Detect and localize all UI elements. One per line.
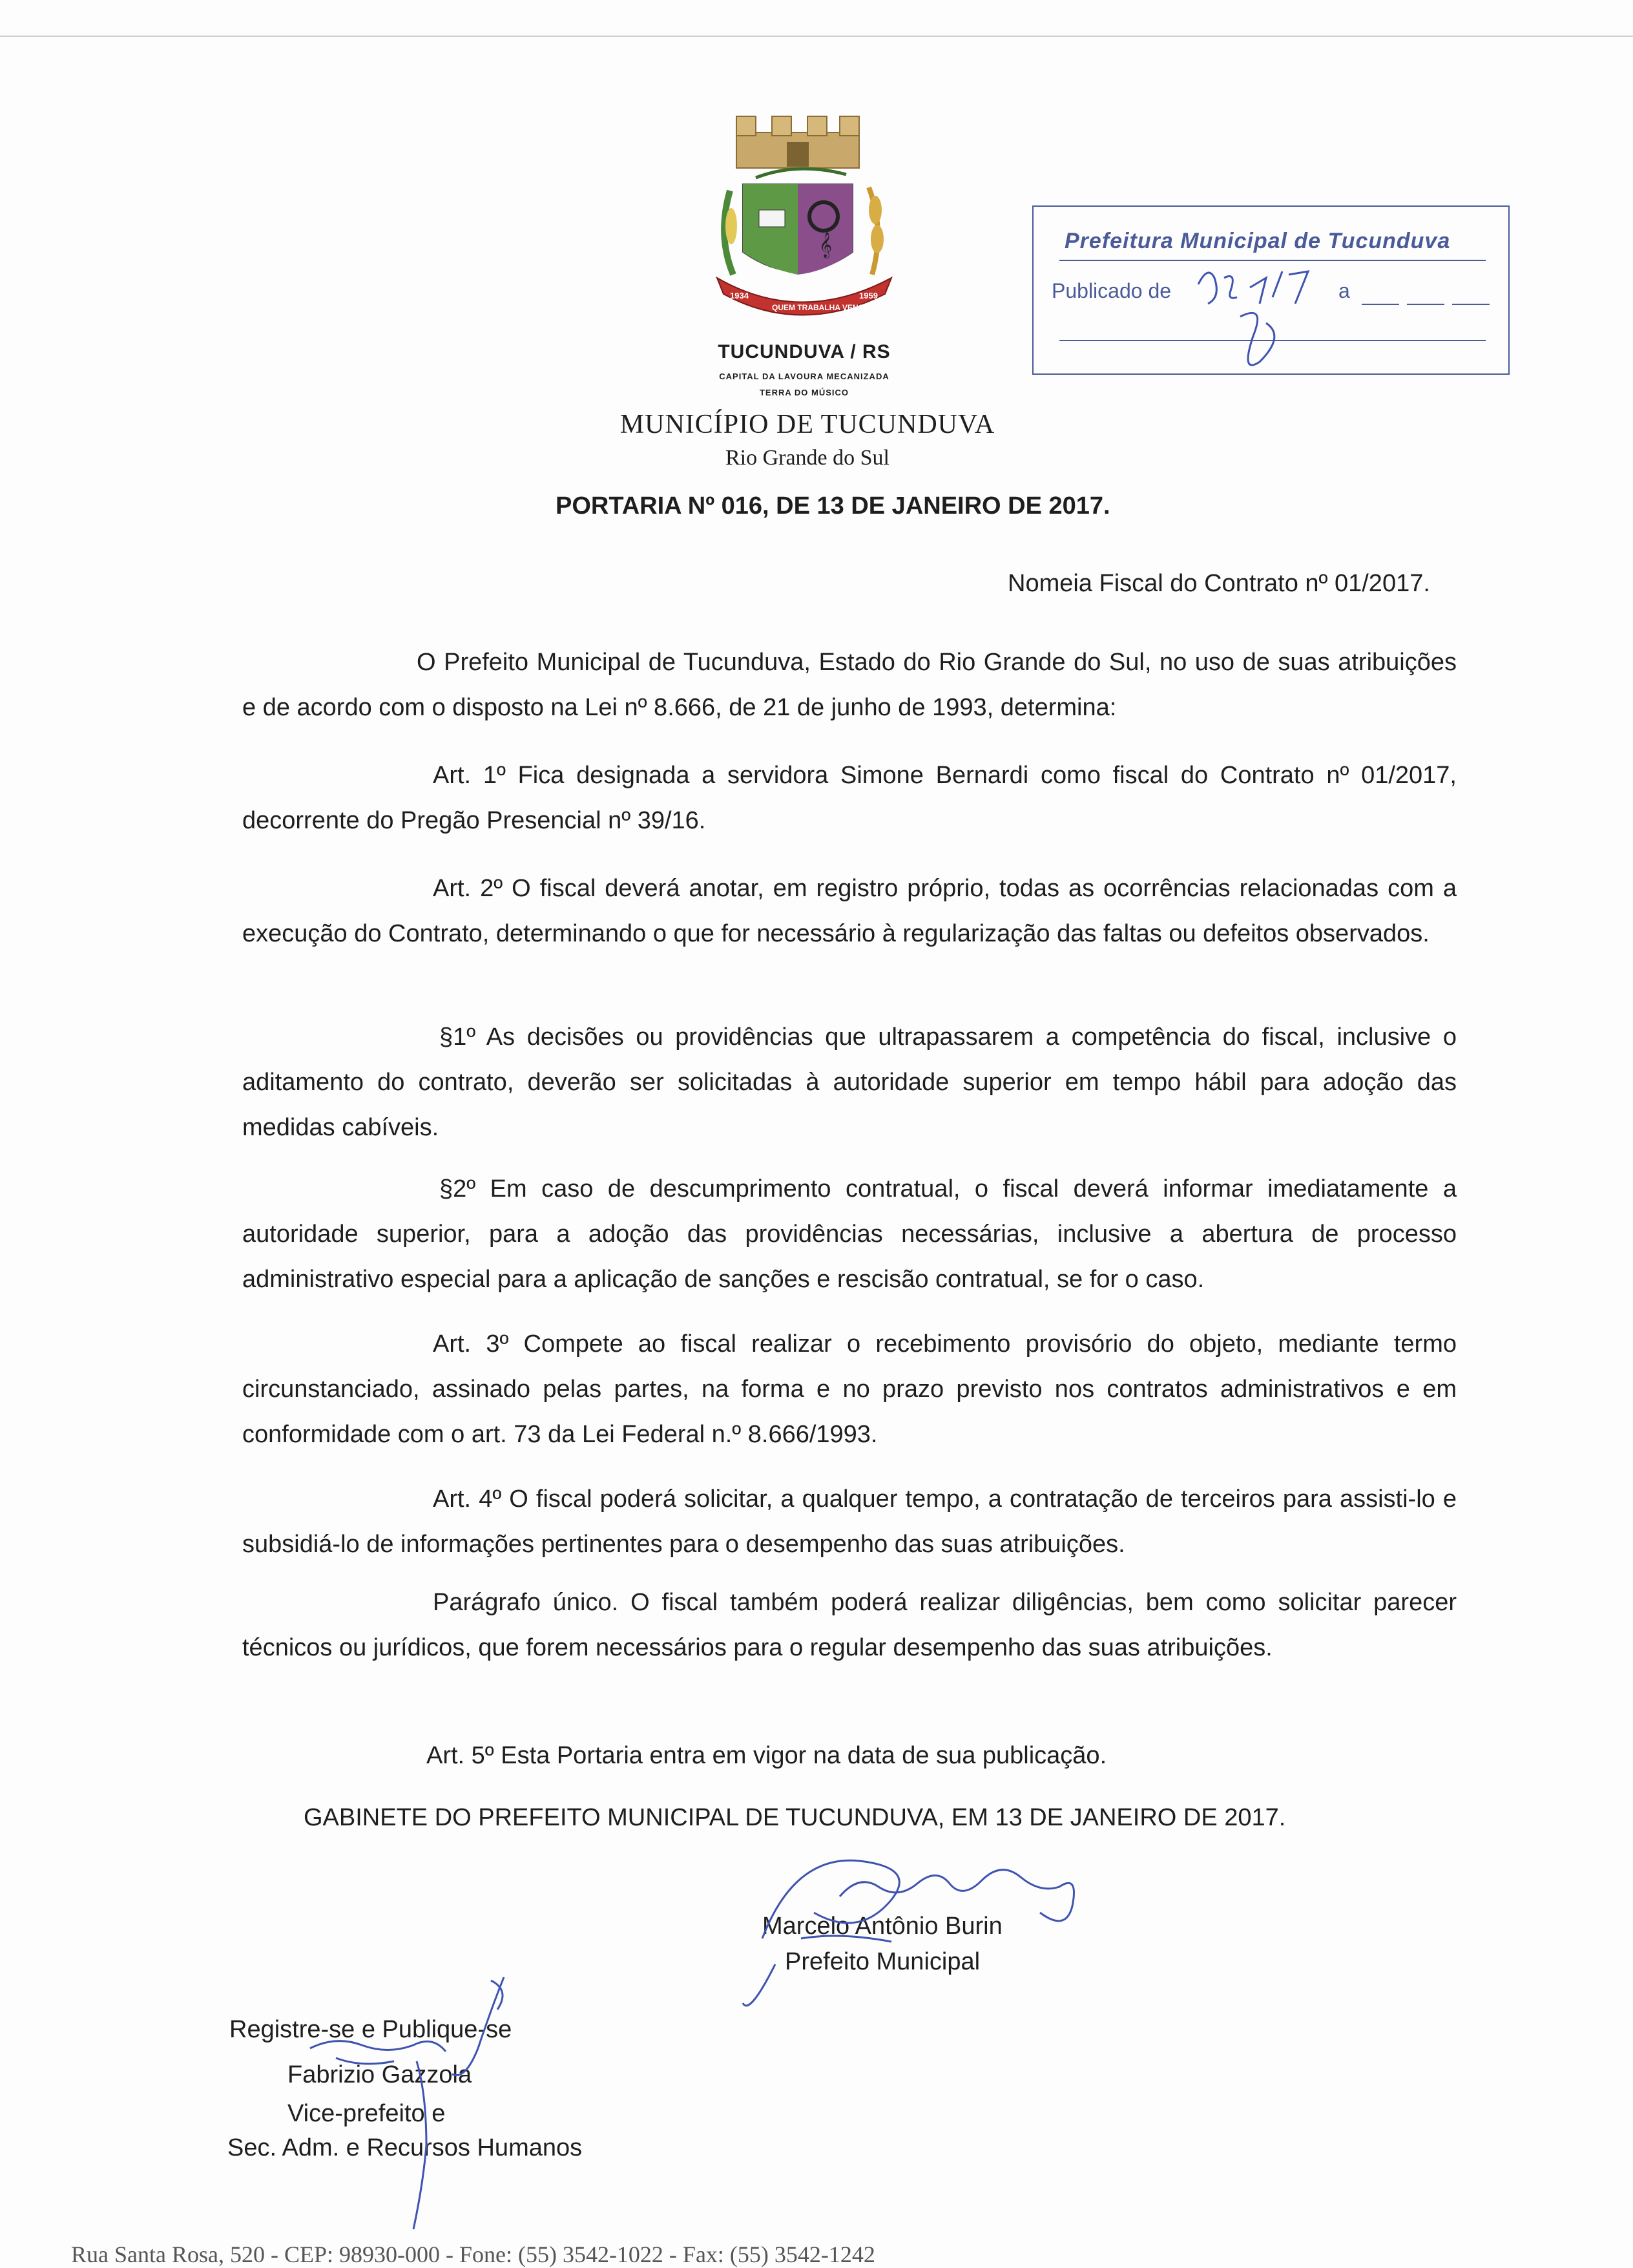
- document-title: PORTARIA Nº 016, DE 13 DE JANEIRO DE 2017.: [556, 492, 1110, 520]
- closing-line: GABINETE DO PREFEITO MUNICIPAL DE TUCUNDUVA, EM 13 DE JANEIRO DE 2017.: [304, 1804, 1286, 1831]
- crest-city: TUCUNDUVA / RS: [718, 341, 891, 362]
- svg-text:𝄞: 𝄞: [819, 232, 833, 258]
- document-summary: Nomeia Fiscal do Contrato nº 01/2017.: [1008, 570, 1430, 597]
- mayor-signature: [743, 1860, 1074, 2006]
- stamp-title: Prefeitura Municipal de Tucunduva: [1065, 229, 1451, 253]
- article-5-text: Art. 5º Esta Portaria entra em vigor na data de sua publicação.: [426, 1742, 1107, 1769]
- ribbon-year-right: 1959: [859, 291, 878, 300]
- ribbon-motto: QUEM TRABALHA VENCE: [772, 303, 869, 312]
- article-1-text: Art. 1º Fica designada a servidora Simone Bernardi como fiscal do Contrato nº 01/2017, decorrente do Pregão Presencial nº 39/16.: [242, 762, 1457, 834]
- state-subtitle: Rio Grande do Sul: [725, 446, 890, 470]
- footer-address: Rua Santa Rosa, 520 - CEP: 98930-000 - Fone: (55) 3542-1022 - Fax: (55) 3542-1242: [71, 2242, 875, 2267]
- stamp-to-label: a: [1338, 279, 1350, 302]
- article-2-text: Art. 2º O fiscal deverá anotar, em registro próprio, todas as ocorrências relacionadas com a execução do Contrato, determinando o que for necessário à regularização das faltas ou defeitos observados.: [242, 875, 1457, 947]
- stamp-published-label: Publicado de: [1052, 279, 1172, 302]
- register-name: Fabrizio Gazzola: [287, 2061, 472, 2088]
- vice-signature: [310, 1977, 504, 2229]
- preamble-text: O Prefeito Municipal de Tucunduva, Estado do Rio Grande do Sul, no uso de suas atribuições e de acordo com o disposto na Lei nº 8.666, de 21 de junho de 1993, determina:: [242, 649, 1457, 721]
- crest-tagline-2: TERRA DO MÚSICO: [759, 388, 849, 397]
- crest-tagline-1: CAPITAL DA LAVOURA MECANIZADA: [719, 372, 889, 381]
- municipality-title: MUNICÍPIO DE TUCUNDUVA: [619, 410, 995, 439]
- register-line: Registre-se e Publique-se: [229, 2016, 512, 2043]
- paragraph-2-text: §2º Em caso de descumprimento contratual, o fiscal deverá informar imediatamente a autoridade superior, para a adoção das providências necessárias, inclusive a abertura de processo administrativo especial para a aplicação de sanções e rescisão contratual, se for o caso.: [242, 1175, 1457, 1293]
- register-role-2: Sec. Adm. e Recursos Humanos: [227, 2134, 583, 2161]
- paragraph-unico-text: Parágrafo único. O fiscal também poderá realizar diligências, bem como solicitar parecer técnicos ou jurídicos, que forem necessários para o regular desempenho das suas atribuições.: [242, 1589, 1457, 1661]
- paragraph-1-text: §1º As decisões ou providências que ultrapassarem a competência do fiscal, inclusive o aditamento do contrato, deverão ser solicitadas à autoridade superior em tempo hábil para adoção das medidas cabíveis.: [242, 1024, 1457, 1141]
- signer-role: Prefeito Municipal: [785, 1948, 981, 1975]
- article-3-text: Art. 3º Compete ao fiscal realizar o recebimento provisório do objeto, mediante termo circunstanciado, assinado pelas partes, na forma e no prazo previsto nos contratos administrativos e em conformidade com o art. 73 da Lei Federal n.º 8.666/1993.: [242, 1330, 1457, 1448]
- article-4-text: Art. 4º O fiscal poderá solicitar, a qualquer tempo, a contratação de terceiros para assisti-lo e subsidiá-lo de informações pertinentes para o desempenho das suas atribuições.: [242, 1486, 1457, 1558]
- signer-name: Marcelo Antônio Burin: [762, 1913, 1003, 1940]
- ribbon-year-left: 1934: [730, 291, 749, 300]
- register-role-1: Vice-prefeito e: [287, 2100, 446, 2127]
- handwritten-date: [1198, 271, 1308, 365]
